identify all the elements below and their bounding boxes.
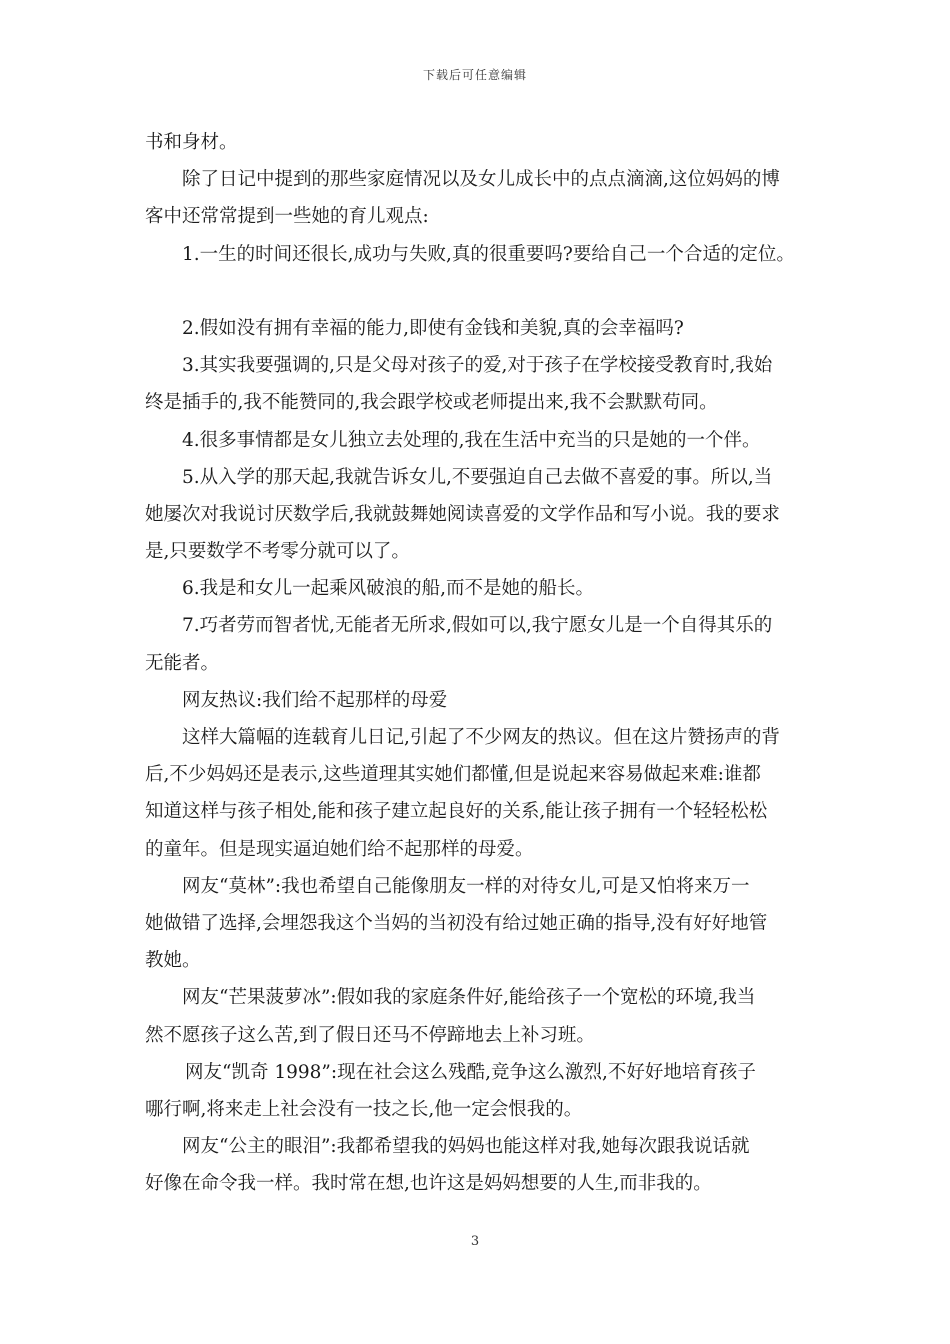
text-line: 好像在命令我一样。我时常在想,也许这是妈妈想要的人生,而非我的。 [145, 1173, 712, 1195]
text-line: 客中还常常提到一些她的育儿观点: [145, 206, 429, 228]
text-line: 教她。 [145, 950, 201, 972]
list-item-6: 6.我是和女儿一起乘风破浪的船,而不是她的船长。 [182, 578, 595, 600]
list-item-2: 2.假如没有拥有幸福的能力,即使有金钱和美貌,真的会幸福吗? [182, 317, 684, 339]
blank-line [145, 273, 821, 310]
text-line: 哪行啊,将来走上社会没有一技之长,他一定会恨我的。 [145, 1098, 583, 1120]
list-item-1: 1.一生的时间还很长,成功与失败,真的很重要吗?要给自己一个合适的定位。 [182, 243, 795, 265]
section-heading: 网友热议:我们给不起那样的母爱 [182, 689, 448, 711]
text-line: 然不愿孩子这么苦,到了假日还马不停蹄地去上补习班。 [145, 1024, 595, 1046]
page-number: 3 [470, 1234, 480, 1249]
document-body [145, 124, 821, 1202]
list-item-5: 5.从入学的那天起,我就告诉女儿,不要强迫自己去做不喜爱的事。所以,当 [182, 466, 773, 488]
page-header: 下载后可任意编辑 [422, 68, 527, 82]
text-line: 后,不少妈妈还是表示,这些道理其实她们都懂,但是说起来容易做起来难:谁都 [145, 764, 761, 786]
text-line: 终是插手的,我不能赞同的,我会跟学校或老师提出来,我不会默默苟同。 [145, 392, 718, 414]
text-line: 她屡次对我说讨厌数学后,我就鼓舞她阅读喜爱的文学作品和写小说。我的要求 [145, 503, 780, 525]
text-line: 书和身材。 [145, 132, 238, 153]
comment-mango: 网友“芒果菠萝冰”:假如我的家庭条件好,能给孩子一个宽松的环境,我当 [182, 987, 756, 1009]
comment-kaiqi: 网友“凯奇 1998”:现在社会这么残酷,竞争这么激烈,不好好地培育孩子 [185, 1061, 756, 1083]
paragraph-first-line: 这样大篇幅的连载育儿日记,引起了不少网友的热议。但在这片赞扬声的背 [182, 727, 780, 748]
text-line: 是,只要数学不考零分就可以了。 [145, 541, 410, 563]
text-line: 她做错了选择,会埋怨我这个当妈的当初没有给过她正确的指导,没有好好地管 [145, 912, 768, 934]
text-line: 无能者。 [145, 652, 220, 674]
list-item-4: 4.很多事情都是女儿独立去处理的,我在生活中充当的只是她的一个伴。 [182, 429, 761, 451]
text-line: 知道这样与孩子相处,能和孩子建立起良好的关系,能让孩子拥有一个轻轻松松 [145, 801, 768, 823]
paragraph-first-line: 除了日记中提到的那些家庭情况以及女儿成长中的点点滴滴,这位妈妈的博 [182, 169, 780, 191]
list-item-3: 3.其实我要强调的,只是父母对孩子的爱,对于孩子在学校接受教育时,我始 [182, 355, 773, 377]
comment-molin: 网友“莫林”:我也希望自己能像朋友一样的对待女儿,可是又怕将来万一 [182, 875, 750, 897]
list-item-7: 7.巧者劳而智者忧,无能者无所求,假如可以,我宁愿女儿是一个自得其乐的 [182, 615, 773, 637]
comment-princess: 网友“公主的眼泪”:我都希望我的妈妈也能这样对我,她每次跟我说话就 [182, 1136, 750, 1158]
text-line: 的童年。但是现实逼迫她们给不起那样的母爱。 [145, 838, 534, 860]
